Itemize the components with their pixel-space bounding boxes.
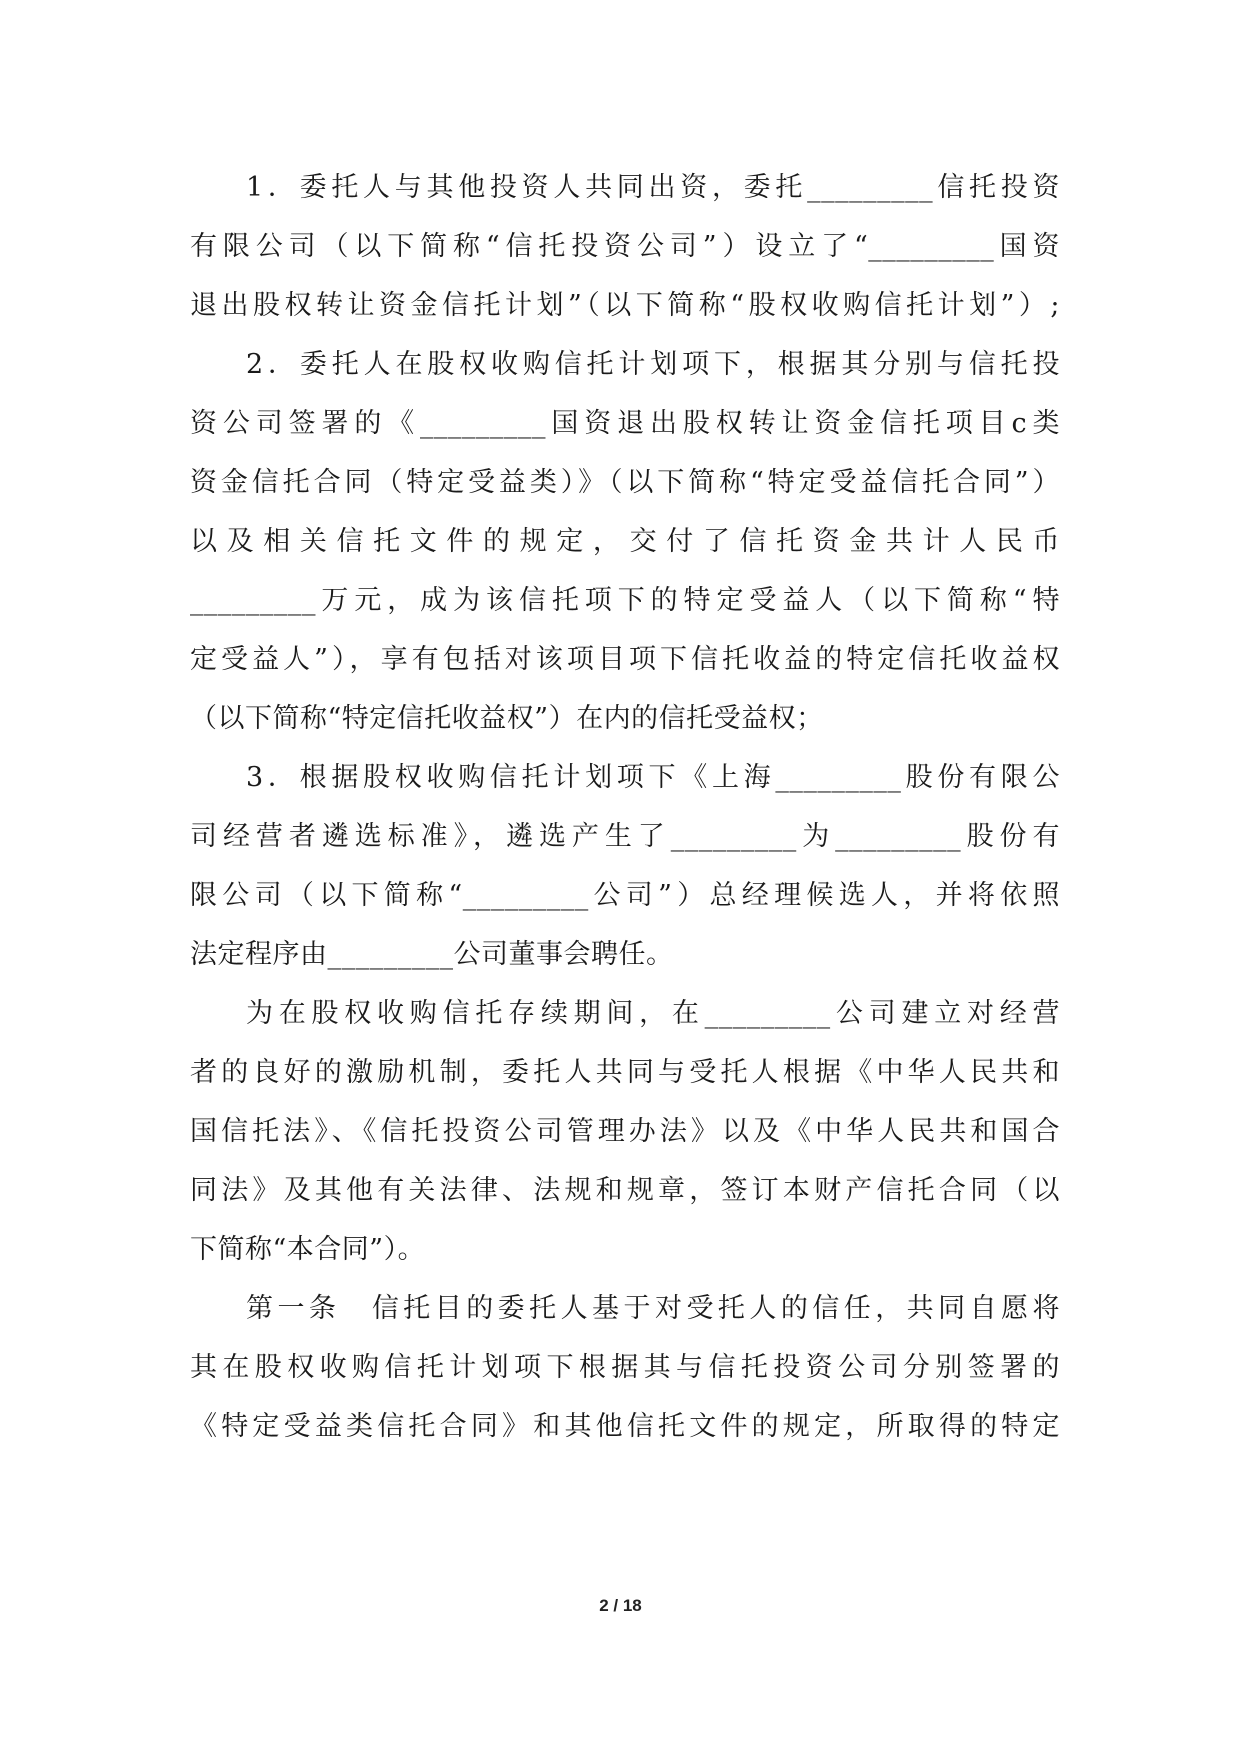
text-line: （以下简称“特定信托收益权”）在内的信托受益权； xyxy=(190,703,824,734)
text-line: 限公司（以下简称“_________公司”）总经理候选人，并将依照 xyxy=(190,880,1060,911)
paragraph-4 xyxy=(190,984,1060,1279)
text-line: 以及相关信托文件的规定，交付了信托资金共计人民币 xyxy=(190,526,1060,557)
text-line: 定受益人”），享有包括对该项目项下信托收益的特定信托收益权 xyxy=(190,644,1060,675)
paragraph-3 xyxy=(190,748,1060,984)
document-body xyxy=(190,158,1060,1456)
text-line: 有限公司（以下简称“信托投资公司”）设立了“_________国资 xyxy=(190,231,1060,262)
paragraph-article-1 xyxy=(190,1279,1060,1456)
text-line: 同法》及其他有关法律、法规和规章，签订本财产信托合同（以 xyxy=(190,1175,1060,1206)
text-line: 司经营者遴选标准》，遴选产生了_________为_________股份有 xyxy=(190,821,1060,852)
text-line: 其在股权收购信托计划项下根据其与信托投资公司分别签署的 xyxy=(190,1352,1060,1383)
paragraph-1 xyxy=(190,158,1060,335)
text-line: 退出股权转让资金信托计划”（以下简称“股权收购信托计划”）; xyxy=(190,290,1060,321)
text-line: 《特定受益类信托合同》和其他信托文件的规定，所取得的特定 xyxy=(190,1411,1060,1442)
text-line: 资金信托合同（特定受益类）》（以下简称“特定受益信托合同”） xyxy=(190,467,1060,498)
page-number: 2 / 18 xyxy=(599,1596,642,1615)
text-line: 国信托法》、《信托投资公司管理办法》以及《中华人民共和国合 xyxy=(190,1116,1060,1147)
text-line: 3．根据股权收购信托计划项下《上海_________股份有限公 xyxy=(246,762,1060,793)
text-line: 法定程序由_________公司董事会聘任。 xyxy=(190,939,674,970)
text-line: 资公司签署的《_________国资退出股权转让资金信托项目c类 xyxy=(190,408,1060,439)
text-line: 第一条 信托目的委托人基于对受托人的信任，共同自愿将 xyxy=(246,1293,1060,1324)
text-line: 者的良好的激励机制，委托人共同与受托人根据《中华人民共和 xyxy=(190,1057,1060,1088)
paragraph-2 xyxy=(190,335,1060,748)
text-line: _________万元，成为该信托项下的特定受益人（以下简称“特 xyxy=(190,585,1060,616)
text-line: 1．委托人与其他投资人共同出资，委托_________信托投资 xyxy=(246,172,1060,203)
text-line: 2．委托人在股权收购信托计划项下，根据其分别与信托投 xyxy=(246,349,1060,380)
text-line: 下简称“本合同”）。 xyxy=(190,1234,426,1265)
text-line: 为在股权收购信托存续期间，在_________公司建立对经营 xyxy=(246,998,1060,1029)
